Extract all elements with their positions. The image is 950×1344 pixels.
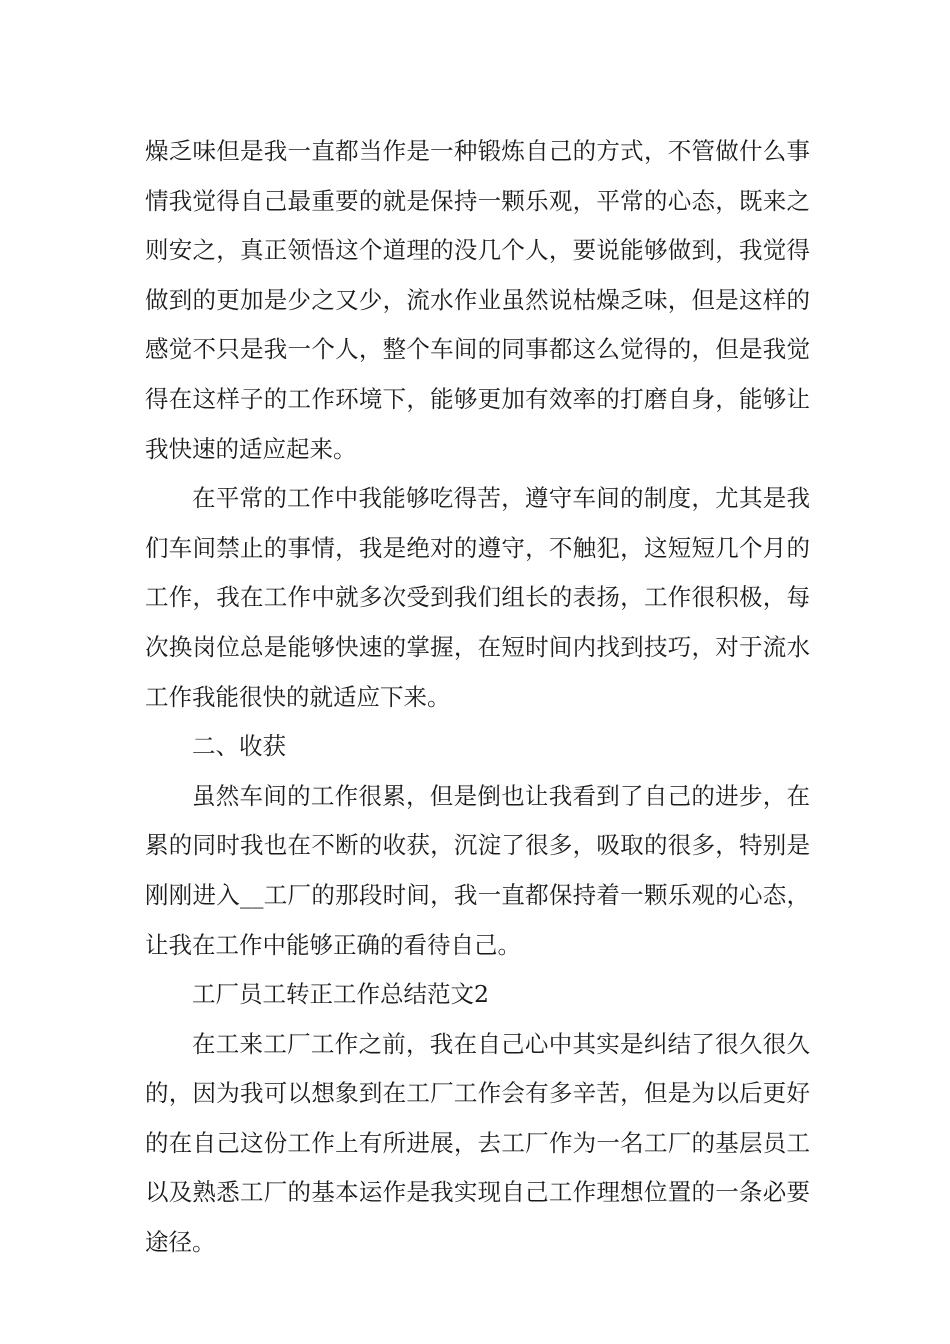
article-title-2: 工厂员工转正工作总结范文2 [192, 980, 489, 1009]
paragraph-3: 虽然车间的工作很累，但是倒也让我看到了自己的进步，在累的同时我也在不断的收获，沉淀了很多，吸取的很多，特别是刚刚进入__工厂的那段时间，我一直都保持着一颗乐观的心态，让我在工作中能够正确的看待自己。 [145, 781, 810, 959]
section-heading-harvest: 二、收获 [192, 732, 286, 761]
paragraph-4: 在工来工厂工作之前，我在自己心中其实是纠结了很久很久的，因为我可以想象到在工厂工作会有多辛苦，但是为以后更好的在自己这份工作上有所进展，去工厂作为一名工厂的基层员工以及熟悉工厂的基本运作是我实现自己工作理想位置的一条必要途径。 [145, 1029, 810, 1257]
paragraph-2: 在平常的工作中我能够吃得苦，遵守车间的制度，尤其是我们车间禁止的事情，我是绝对的遵守，不触犯，这短短几个月的工作，我在工作中就多次受到我们组长的表扬，工作很积极，每次换岗位总是能够快速的掌握，在短时间内找到技巧，对于流水工作我能很快的就适应下来。 [145, 484, 810, 711]
document-body [145, 127, 810, 1268]
paragraph-1: 燥乏味但是我一直都当作是一种锻炼自己的方式，不管做什么事情我觉得自己最重要的就是保持一颗乐观，平常的心态，既来之则安之，真正领悟这个道理的没几个人，要说能够做到，我觉得做到的更加是少之又少，流水作业虽然说枯燥乏味，但是这样的感觉不只是我一个人，整个车间的同事都这么觉得的，但是我觉得在这样子的工作环境下，能够更加有效率的打磨自身，能够让我快速的适应起来。 [145, 137, 810, 463]
